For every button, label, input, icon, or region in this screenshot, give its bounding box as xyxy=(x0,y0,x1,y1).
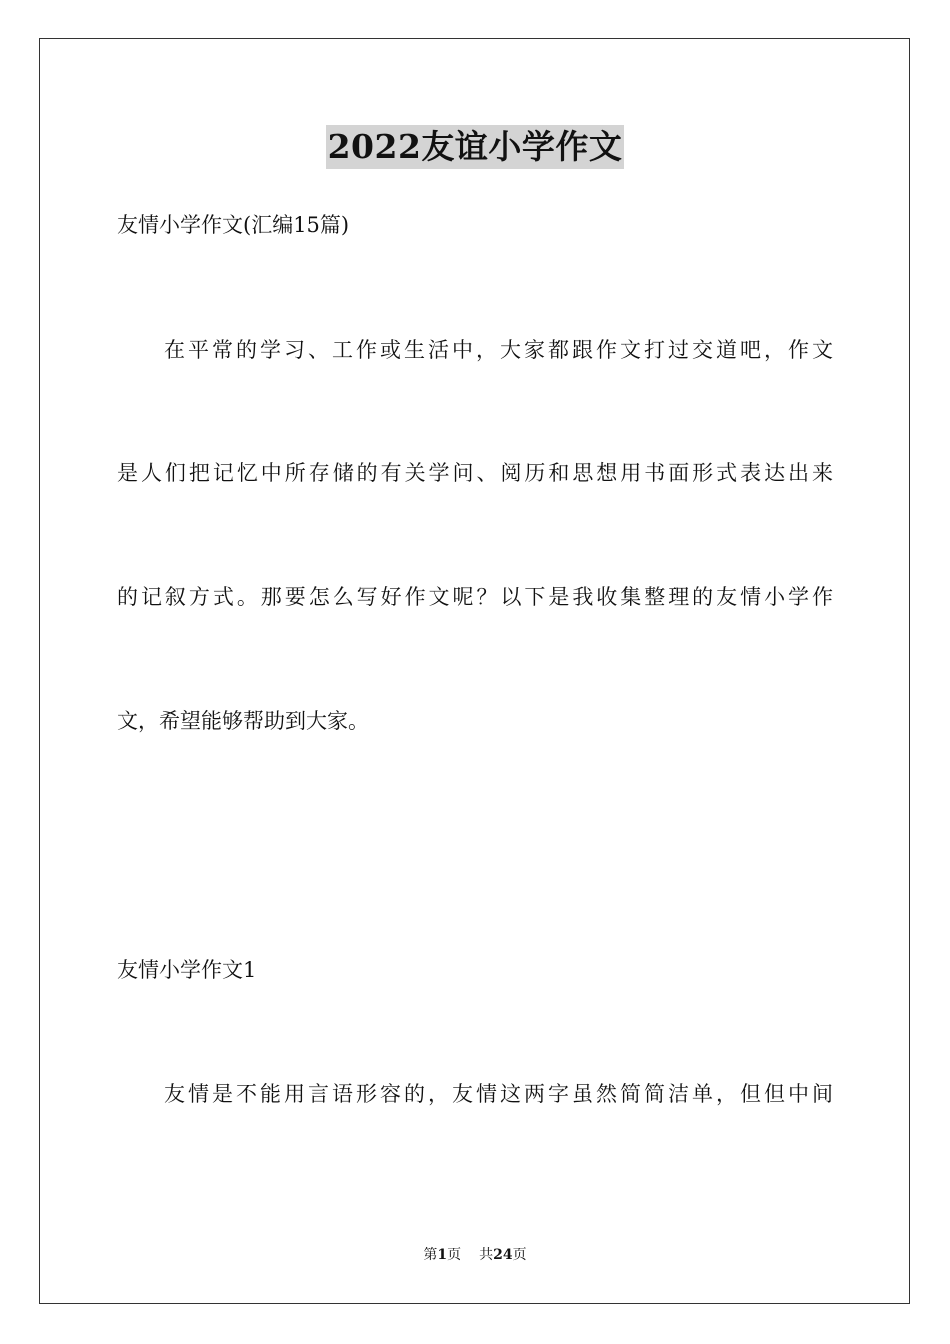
intro-line-4: 文，希望能够帮助到大家。 xyxy=(117,709,369,733)
intro-line-1: 在平常的学习、工作或生活中，大家都跟作文打过交道吧，作文 xyxy=(164,338,833,362)
section-heading: 友情小学作文1 xyxy=(117,958,257,982)
footer-page-suffix: 页 xyxy=(447,1247,462,1263)
title-container xyxy=(0,125,950,169)
intro-line-2: 是人们把记忆中所存储的有关学问、阅历和思想用书面形式表达出来 xyxy=(117,461,833,485)
document-title: 2022友谊小学作文 xyxy=(326,125,625,169)
intro-line-3: 的记叙方式。那要怎么写好作文呢？以下是我收集整理的友情小学作 xyxy=(117,585,833,609)
footer-total-prefix: 共 xyxy=(479,1247,494,1263)
footer-page-current: 1 xyxy=(437,1247,448,1263)
section-line-1: 友情是不能用言语形容的，友情这两字虽然简简洁单，但但中间 xyxy=(164,1082,833,1106)
page-footer xyxy=(0,1245,950,1265)
footer-total-suffix: 页 xyxy=(512,1247,527,1263)
footer-page-prefix: 第 xyxy=(423,1247,438,1263)
document-subtitle: 友情小学作文(汇编15篇) xyxy=(117,213,350,237)
footer-page-total: 24 xyxy=(493,1247,513,1263)
